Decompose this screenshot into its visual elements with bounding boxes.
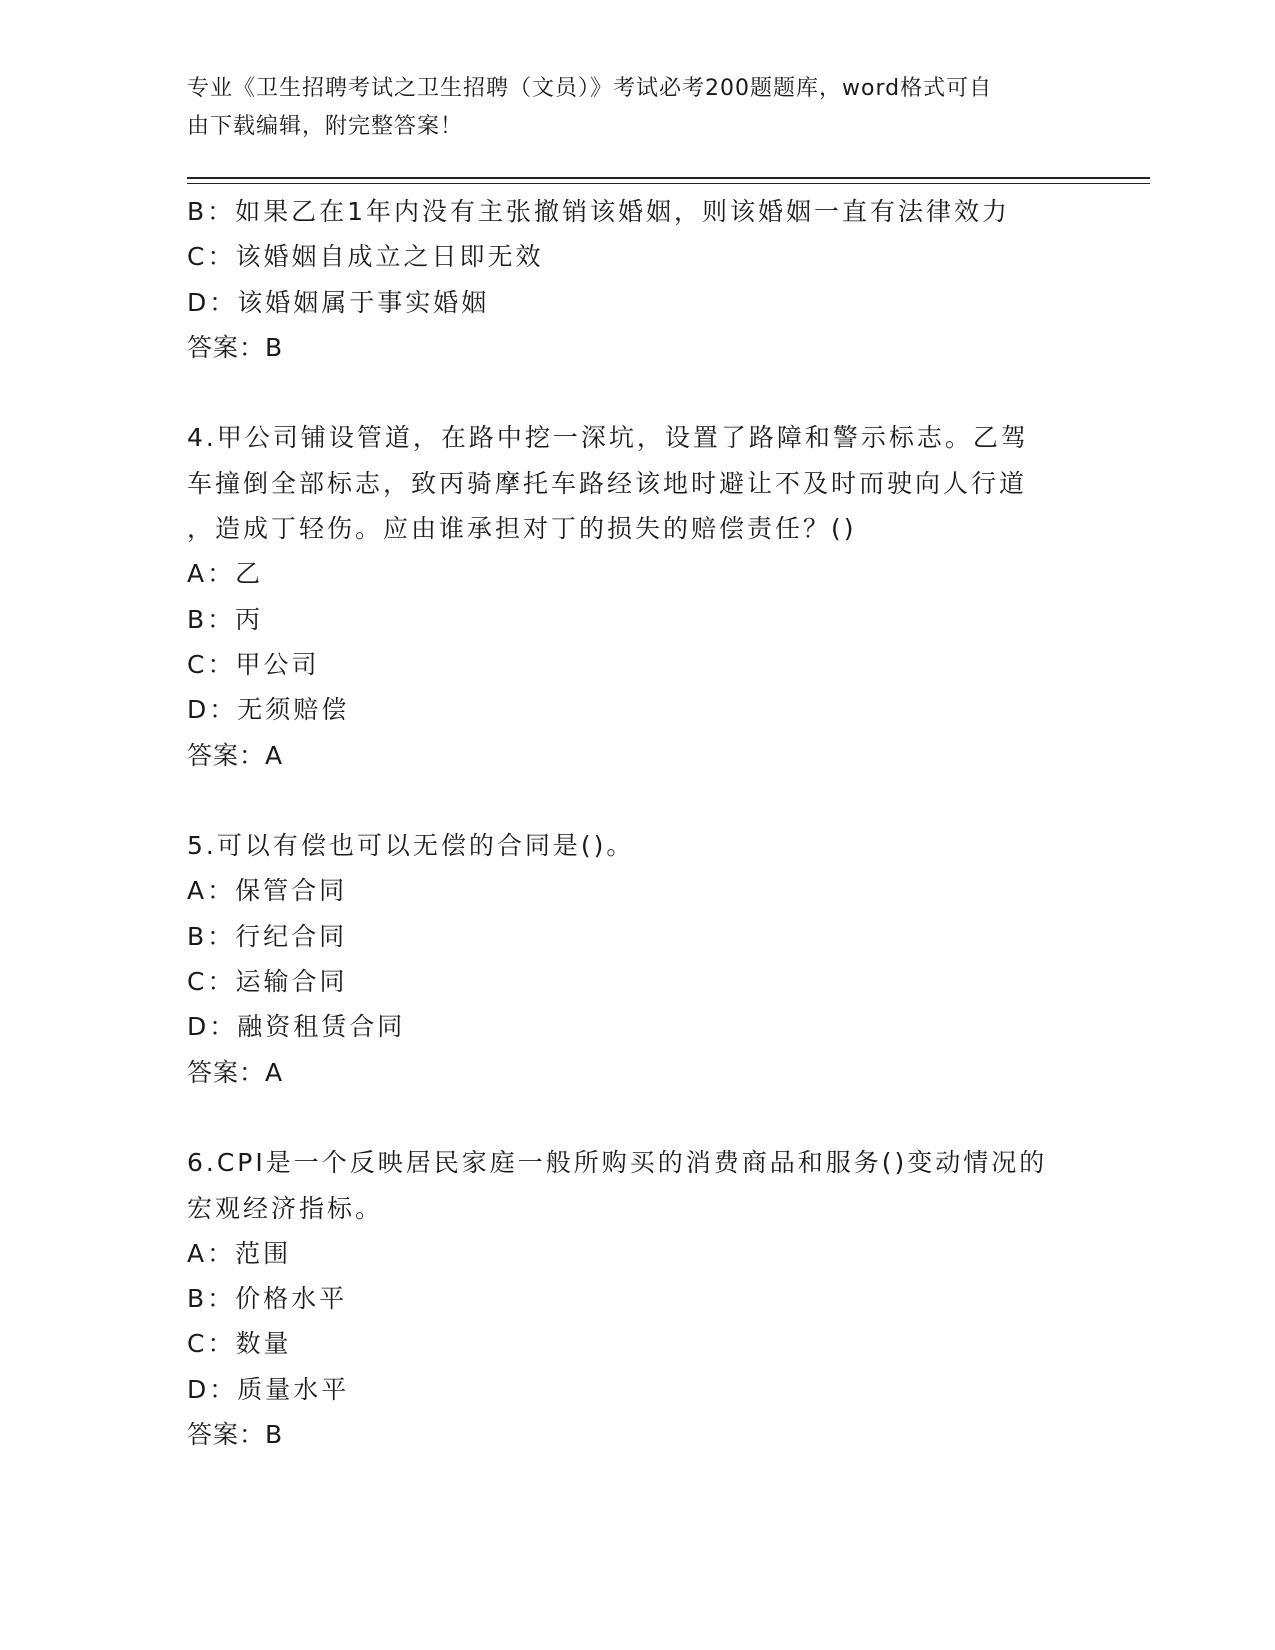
- answer: 答案：A: [187, 740, 284, 770]
- option-c: C：运输合同: [187, 967, 348, 997]
- option-c: C：甲公司: [187, 649, 320, 679]
- option-b: B：如果乙在1年内没有主张撤销该婚姻，则该婚姻一直有法律效力: [187, 197, 1011, 226]
- option-c: C：该婚姻自成立之日即无效: [187, 242, 544, 272]
- answer: 答案：B: [187, 332, 284, 362]
- question-stem: 车撞倒全部标志，致丙骑摩托车路经该地时避让不及时而驶向人行道: [187, 468, 1028, 498]
- option-b: B：丙: [187, 604, 264, 634]
- question-6: [187, 1140, 1087, 1457]
- option-b: B：行纪合同: [187, 921, 348, 951]
- option-c: C：数量: [187, 1329, 292, 1359]
- question-list: [187, 189, 1087, 1457]
- question-3: [187, 189, 1087, 370]
- option-d: D：无须赔偿: [187, 695, 350, 725]
- option-a: A：范围: [187, 1238, 292, 1268]
- question-stem: 5.可以有偿也可以无偿的合同是()。: [187, 831, 635, 861]
- option-d: D：该婚姻属于事实婚姻: [187, 287, 490, 317]
- option-d: D：融资租赁合同: [187, 1012, 406, 1042]
- question-stem: 4.甲公司铺设管道，在路中挖一深坑，设置了路障和警示标志。乙驾: [187, 423, 1029, 453]
- question-stem: ，造成丁轻伤。应由谁承担对丁的损失的赔偿责任？(): [187, 514, 857, 544]
- question-5: [187, 823, 1087, 1095]
- option-d: D：质量水平: [187, 1374, 350, 1404]
- option-a: A：乙: [187, 559, 264, 589]
- header-divider-thin: [187, 183, 1150, 184]
- header-divider-thick: [187, 177, 1150, 179]
- question-stem: 6.CPI是一个反映居民家庭一般所购买的消费商品和服务()变动情况的: [187, 1148, 1048, 1178]
- option-b: B：价格水平: [187, 1284, 348, 1314]
- option-a: A：保管合同: [187, 876, 348, 906]
- header-line-1: 专业《卫生招聘考试之卫生招聘（文员）》考试必考200题题库，word格式可自: [187, 76, 993, 101]
- question-stem: 宏观经济指标。: [187, 1193, 384, 1223]
- answer: 答案：A: [187, 1057, 284, 1087]
- header-line-2: 由下载编辑，附完整答案！: [187, 114, 464, 139]
- document-header: [187, 70, 1067, 146]
- answer: 答案：B: [187, 1420, 284, 1450]
- question-4: [187, 415, 1087, 777]
